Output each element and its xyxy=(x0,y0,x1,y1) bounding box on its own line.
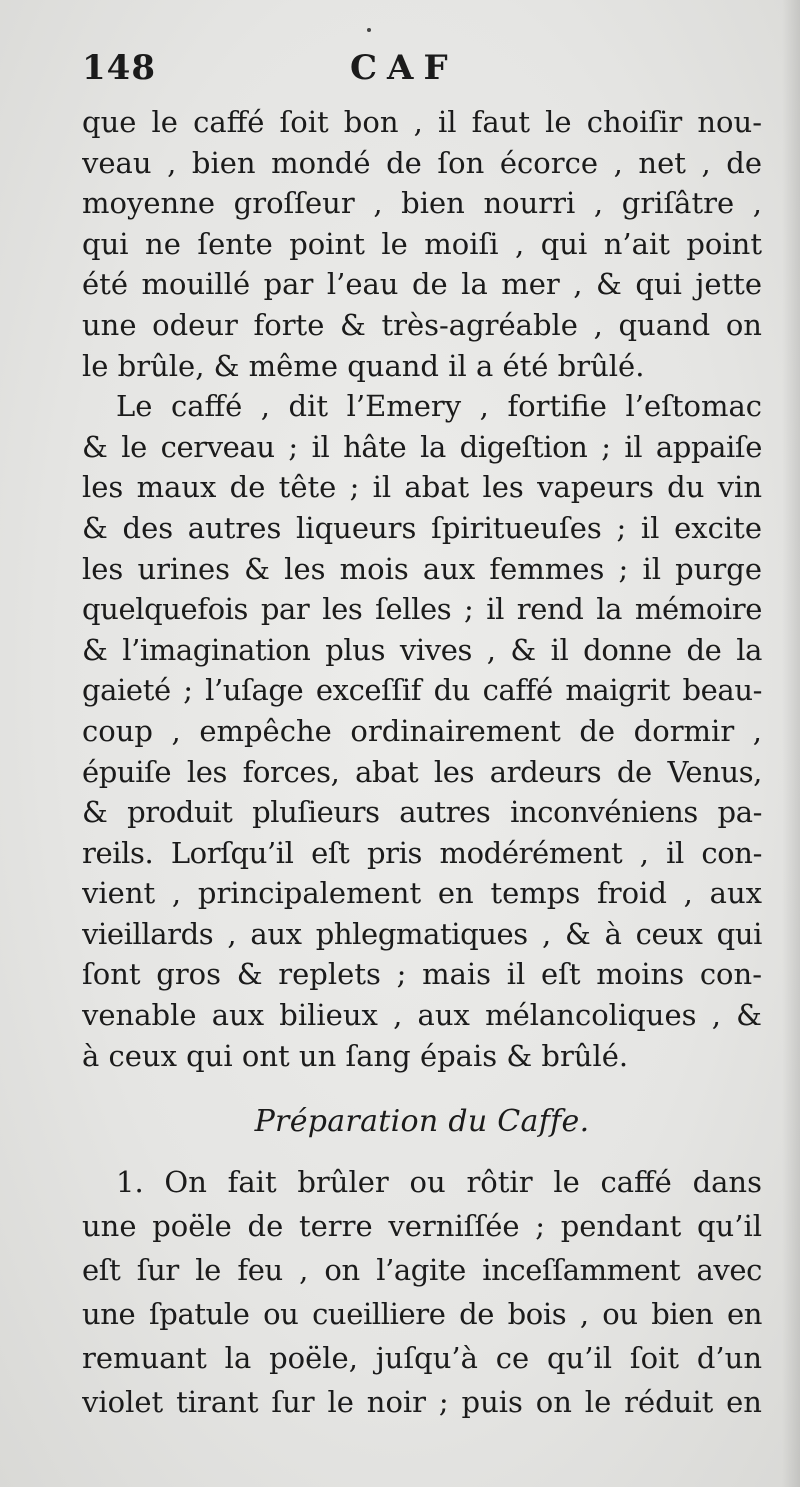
text-line: & l’imagination plus vives , & il donne de la xyxy=(82,632,762,667)
text-line: & produit pluſieurs autres inconvéniens pa- xyxy=(82,795,762,830)
text-line: veau , bien mondé de ſon écorce , net , de xyxy=(82,145,762,180)
text-line: gaieté ; l’uſage exceſſif du caffé maigrit beau- xyxy=(82,673,762,708)
text-line: Le caffé , dit l’Emery , fortifie l’eſtomac xyxy=(116,389,762,424)
page-number: 148 xyxy=(82,48,156,88)
page-edge-shadow xyxy=(782,0,800,1487)
text-line: vient , principalement en temps froid , aux xyxy=(82,876,762,911)
ink-speck xyxy=(367,28,371,32)
text-line: le brûle, & même quand il a été brûlé. xyxy=(82,348,645,383)
running-head: CAF xyxy=(350,48,458,88)
text-line: eſt ſur le feu , on l’agite inceſſamment avec xyxy=(82,1253,762,1287)
text-line: les maux de tête ; il abat les vapeurs du vin xyxy=(82,470,762,505)
text-line: à ceux qui ont un ſang épais & brûlé. xyxy=(82,1038,629,1073)
text-line: violet tirant ſur le noir ; puis on le réduit en xyxy=(82,1385,762,1419)
text-line: reils. Lorſqu’il eſt pris modérément , il con- xyxy=(82,835,762,870)
text-line: moyenne groſſeur , bien nourri , griſâtre , xyxy=(82,186,762,221)
text-line: 1. On fait brûler ou rôtir le caffé dans xyxy=(116,1165,762,1199)
text-line: les urines & les mois aux femmes ; il purge xyxy=(82,551,762,586)
text-line: une ſpatule ou cueilliere de bois , ou bien en xyxy=(82,1297,762,1331)
text-line: qui ne ſente point le moiſi , qui n’ait point xyxy=(82,226,762,261)
text-line: une poële de terre verniſſée ; pendant qu’il xyxy=(82,1209,762,1243)
section-heading: Préparation du Caffe. xyxy=(254,1104,590,1139)
body-text xyxy=(82,102,762,1076)
page-header xyxy=(82,48,762,96)
text-line: ſont gros & replets ; mais il eſt moins con- xyxy=(82,957,762,992)
text-line: que le caffé ſoit bon , il faut le choiſir nou- xyxy=(82,105,762,139)
text-line: vieillards , aux phlegmatiques , & à ceux qui xyxy=(82,916,762,951)
text-line: quelquefois par les ſelles ; il rend la mémoire xyxy=(82,592,762,627)
text-line: coup , empêche ordinairement de dormir , xyxy=(82,713,762,748)
text-line: venable aux bilieux , aux mélancoliques , & xyxy=(82,998,762,1033)
text-line: & des autres liqueurs ſpiritueuſes ; il excite xyxy=(82,510,762,545)
text-line: remuant la poële, juſqu’à ce qu’il ſoit d’un xyxy=(82,1341,762,1375)
body-text-continued xyxy=(82,1160,762,1424)
text-line: été mouillé par l’eau de la mer , & qui jette xyxy=(82,267,762,302)
text-line: épuiſe les forces, abat les ardeurs de Venus, xyxy=(82,754,762,789)
text-line: une odeur forte & très-agréable , quand on xyxy=(82,307,762,342)
text-line: & le cerveau ; il hâte la digeſtion ; il appaiſe xyxy=(82,429,762,464)
